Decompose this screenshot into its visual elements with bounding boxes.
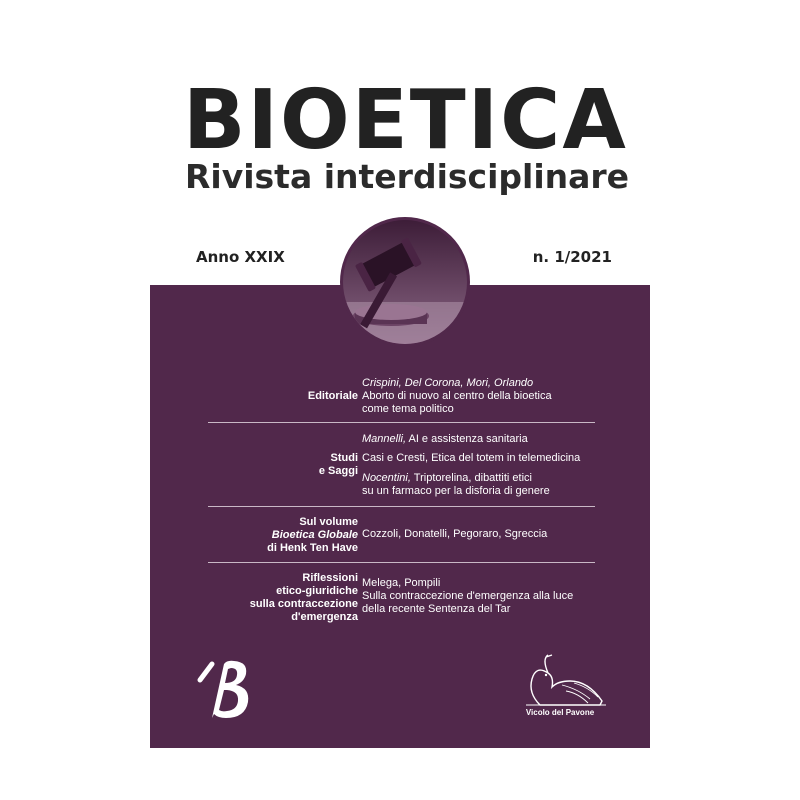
entry-title-line: Triptorelina, dibattiti etici (413, 472, 532, 484)
entry-title-line: su un farmaco per la disforia di genere (362, 485, 550, 497)
section-entry (362, 377, 552, 416)
issue-number: n. 1/2021 (532, 248, 612, 266)
section-label: Studi e Saggi (318, 452, 358, 477)
section-label: Riflessioni etico-giuridiche sulla contraccezione d'emergenza (249, 572, 358, 623)
section-entry (362, 528, 547, 541)
peacock-icon (518, 653, 614, 715)
section-entry (362, 452, 580, 465)
entry-authors: Mannelli, (362, 433, 407, 445)
entry-authors: Crispini, Del Corona, Mori, Orlando (362, 377, 534, 389)
volume-year: Anno XXIX (196, 248, 285, 266)
journal-subtitle: Rivista interdisciplinare (185, 157, 630, 196)
entry-title-line: della recente Sentenza del Tar (362, 603, 511, 615)
section-entry (362, 472, 550, 498)
journal-title: BIOETICA (183, 73, 628, 168)
section-label: Editoriale (307, 390, 358, 402)
section-divider (208, 422, 595, 423)
entry-title-line: Cozzoli, Donatelli, Pegoraro, Sgreccia (362, 528, 548, 540)
entry-title-line: Casi e Cresti, Etica del totem in telemedicina (362, 452, 581, 464)
section-divider (208, 506, 595, 507)
contents-panel (150, 285, 650, 748)
section-entry (362, 433, 528, 446)
entry-title-line: AI e assistenza sanitaria (408, 433, 528, 445)
gavel-icon (340, 217, 470, 347)
beta-logo-icon (194, 660, 264, 724)
entry-title-line: Melega, Pompili (362, 577, 441, 589)
entry-authors: Nocentini, (362, 472, 411, 484)
publisher-name: Vicolo del Pavone (525, 708, 595, 717)
section-divider (208, 562, 595, 563)
section-label: Sul volume Bioetica Globale di Henk Ten Have (267, 516, 358, 554)
section-entry (362, 577, 573, 616)
entry-title-line: come tema politico (362, 403, 454, 415)
entry-title-line: Aborto di nuovo al centro della bioetica (362, 390, 552, 402)
entry-title-line: Sulla contraccezione d'emergenza alla luce (362, 590, 574, 602)
